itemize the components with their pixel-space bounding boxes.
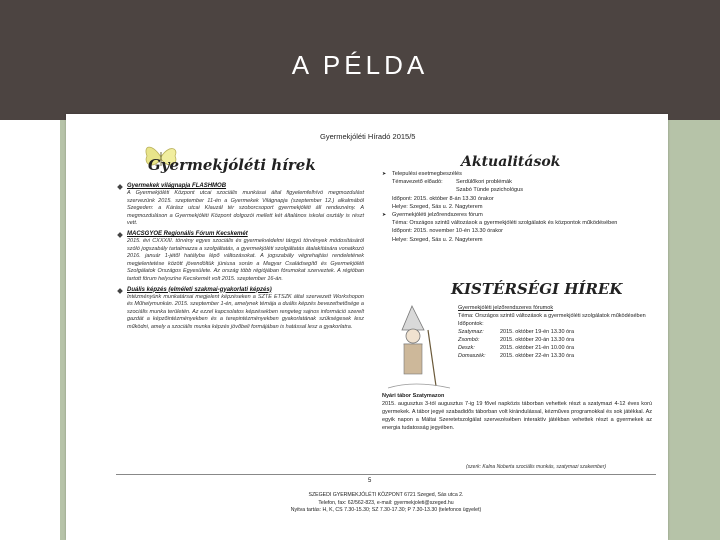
news-item — [118, 230, 364, 284]
footer-line: SZEGEDI GYERMEKJÓLÉTI KÖZPONT 6721 Szeged, Sás utca 2. — [308, 492, 464, 498]
page-number: 5 — [368, 478, 372, 484]
background-left-strip — [0, 120, 60, 540]
event-title: ➤ Telepulési esetmegbeszélés — [382, 170, 652, 178]
summer-camp-text: 2015. augusztus 3-tól augusztus 7-ig 19 fővel napközis táborban vehettek részt a szatymazi 4-12 éves korú gyermekek. A tábor jegyé szabadidős táborban volt kirándulással, kézműves programokkal és sok játékkal. Az egyik napon a Máltai Szeretetszolgálat szervezésében interaktív játékban vehettek részt a gyermekek az energia tudatosság jegyében. — [382, 401, 652, 431]
news-item — [118, 286, 364, 332]
regional-subtitle: Gyermekjóléti jelzőrendszeres fórumok — [458, 305, 554, 311]
event-place: Helye: Szeged, Sás u. 2. Nagyterem — [392, 203, 483, 210]
summer-camp-title: Nyári tábor Szatymazon — [382, 393, 445, 399]
newsletter-page — [66, 114, 668, 540]
news-item-title: Duális képzés (elméleti szakmai-gyakorlati képzés) — [127, 286, 272, 293]
news-item-text: A Gyermekjóléti Központ utcai szociális munkásai által figyelemfelhívó megmozdulást szervezünk 2015. szeptember 11-én a Gyermekek Világnapja (szeptember 12.) alkalmából Szegeden: a Kárász utcai Klauzál tér szoborcsoport gyermekjóléti áll rendezvény. A megmozduláson a Gyermekjóléti Központ dolgozói mellett két általános iskolai osztály is részt vett. — [127, 190, 364, 227]
right-column — [382, 170, 652, 244]
schedule-row: Deszk: 2015. október 21-én 10.00 óra — [458, 345, 575, 351]
footer-line: Telefon, fax: 62/562-823, e-mail: gyermekjoleti@szeged.hu — [318, 499, 454, 506]
news-item-text: 2015. évi CXXXIII. törvény egyes szociális és gyermekvédelmi tárgyú törvények módosításáról szóló jogszabály tartalmazza a szolgáltatás, a gyermekjóléti szolgáltatás átalakítására vonatkozó 2016. január 1-jétől hatályba lépő változásokat. A jogszabály végrehajtási rendeletének megjelentetése között jövendöltük júniusa során a Magyar Családsegítő és Gyermekjóléti Szolgálatok Országos Egyesülete. Az ország több régiójában fórumokat szerveztek. A régióban tartott fórum helyszíne Kecskemét volt 2015. szeptember 16-án. — [127, 237, 364, 282]
news-item-text: Intézményünk munkatársai megjelent képzéseken a SZTE ETSZK által szervezett Workshopon és Műhelymunkán. 2015. szeptember 1-én, amelynek témája a duális képzés bevezethetősége a szociális munka területén. Az ezzel kapcsolatos képzésekben rengeteg sajnos információ szerelt gazdát a képzőintézményekben és a terepintézményekben gyakorlatának szükségesek lesz működni, amely a szociális munka képzés jövőbeli formájában is hatással lesz a gyakorlatra. — [127, 293, 364, 330]
left-column — [118, 182, 364, 334]
regional-block — [458, 304, 658, 360]
news-item-title: MACSGYOE Regionális Fórum Kecskemét — [127, 230, 248, 237]
event-row: Szabó Tünde pszichológus — [456, 187, 524, 194]
newsletter-footer — [236, 492, 536, 515]
event-row: Témavezető előadó: Serdülőkori problémák — [392, 179, 512, 186]
slide-title: A PÉLDA — [291, 50, 429, 80]
event-place: Helye: Szeged, Sás u. 2. Nagyterem — [392, 236, 483, 243]
schedule-row: Zsombó: 2015. október 20-án 13.30 óra — [458, 337, 575, 343]
regional-dates-label: Időpontok: — [458, 321, 484, 327]
right-heading: Aktualitások — [461, 154, 561, 170]
editor-signature: (szerk: Kalna Noberta szociális munkás, szatymazi szakember) — [466, 464, 607, 470]
event-time: Időpont: 2015. október 8-án 13.30 órakor — [392, 195, 494, 202]
event-title: ➤ Gyermekjóléti jelzőrendszeres fórum — [382, 211, 652, 219]
schedule-row: Szatymaz: 2015. október 19-én 13.30 óra — [458, 329, 575, 335]
event-time: Időpont: 2015. november 10-én 13.30 órakor — [392, 228, 504, 235]
news-item-title: Gyermekek világnapja FLASHMOB — [127, 183, 227, 189]
event-theme: Téma: Országos szintű változások a gyermekjóléti szolgálatok és központok működésében — [392, 220, 618, 227]
summer-camp-block — [382, 392, 652, 432]
slide-header — [0, 0, 720, 120]
regional-theme: Téma: Országos szintű változások a gyermekjóléti szolgálatok működésében — [458, 313, 646, 319]
newsletter-title: Gyermekjóléti Híradó 2015/5 — [320, 132, 416, 141]
regional-heading: KISTÉRSÉGI HÍREK — [451, 280, 623, 298]
footer-divider — [116, 474, 656, 475]
footer-line: Nyitva tartás: H, K, CS 7.30-15.30; SZ 7.30-17.30; P 7.30-13.30 (telefonos ügyelet) — [290, 507, 482, 514]
gnome-illustration-icon — [384, 300, 454, 392]
news-item — [118, 182, 364, 228]
schedule-row: Domaszék: 2015. október 22-én 13.30 óra — [458, 353, 575, 359]
left-heading: Gyermekjóléti hírek — [148, 156, 316, 174]
